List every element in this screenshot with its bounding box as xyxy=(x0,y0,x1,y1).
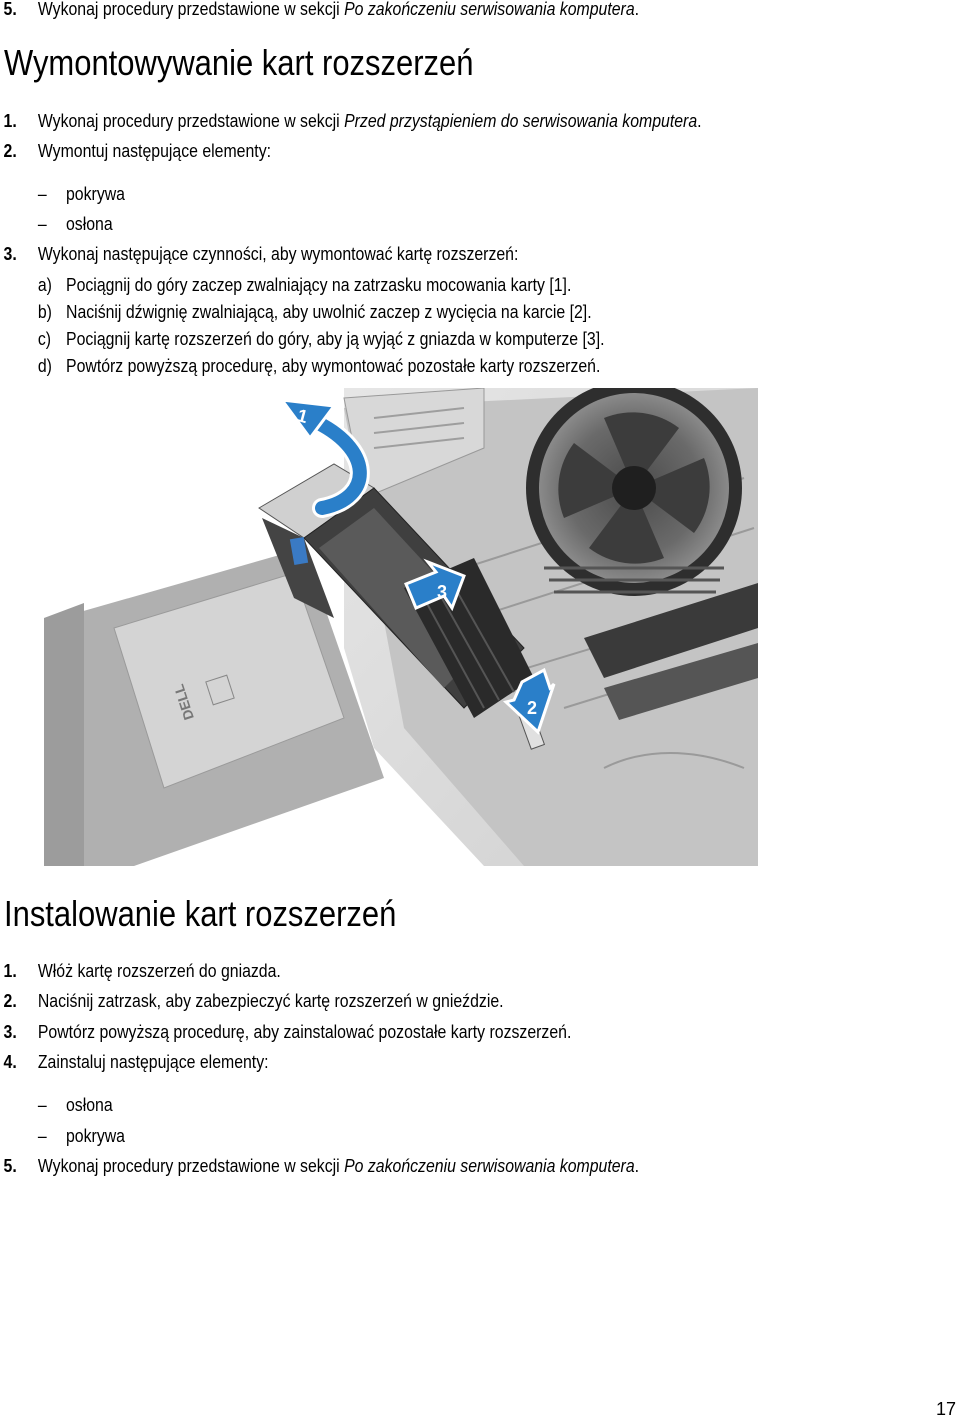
list-item-text: pokrywa xyxy=(66,1126,125,1146)
substep-letter: d) xyxy=(37,356,52,376)
step-number: 5. xyxy=(3,1156,17,1176)
section-heading-removal: Wymontowywanie kart rozszerzeń xyxy=(4,42,474,83)
brand-label: DELL xyxy=(170,682,197,723)
step-number: 1. xyxy=(3,961,17,981)
step-number: 2. xyxy=(3,141,17,161)
step-number: 3. xyxy=(3,244,17,264)
dash-bullet: – xyxy=(37,1126,47,1146)
list-item-text: osłona xyxy=(66,1095,113,1115)
substep-text: Naciśnij dźwignię zwalniającą, aby uwolnić zaczep z wycięcia na karcie [2]. xyxy=(66,302,592,322)
callout-label: 2 xyxy=(526,698,538,718)
dash-bullet: – xyxy=(37,214,47,234)
step-text: Powtórz powyższą procedurę, aby zainstalować pozostałe karty rozszerzeń. xyxy=(37,1022,572,1042)
section-reference: Po zakończeniu serwisowania komputera xyxy=(344,1156,635,1176)
callout-label: 1 xyxy=(295,405,310,428)
substep-letter: a) xyxy=(37,275,52,295)
section-heading-install: Instalowanie kart rozszerzeń xyxy=(4,893,397,934)
substep-text: Pociągnij kartę rozszerzeń do góry, aby ją wyjąć z gniazda w komputerze [3]. xyxy=(66,329,605,349)
step-text: Zainstaluj następujące elementy: xyxy=(37,1052,269,1072)
dash-bullet: – xyxy=(37,184,47,204)
step-text: Wykonaj procedury przedstawione w sekcji Po zakończeniu serwisowania komputera. xyxy=(37,1156,640,1176)
step-text: Włóż kartę rozszerzeń do gniazda. xyxy=(37,961,281,981)
substep-letter: c) xyxy=(37,329,52,349)
substep-text: Pociągnij do góry zaczep zwalniający na zatrzasku mocowania karty [1]. xyxy=(66,275,572,295)
step-text: Wykonaj procedury przedstawione w sekcji Po zakończeniu serwisowania komputera. xyxy=(37,0,640,19)
section-reference: Po zakończeniu serwisowania komputera xyxy=(344,0,635,19)
expansion-card-removal-figure xyxy=(44,388,758,866)
page-number: 17 xyxy=(935,1399,956,1419)
step-number: 2. xyxy=(3,991,17,1011)
callout-label: 3 xyxy=(436,582,448,602)
section-reference: Przed przystąpieniem do serwisowania komputera xyxy=(344,111,698,131)
step-text: Naciśnij zatrzask, aby zabezpieczyć kartę rozszerzeń w gnieździe. xyxy=(37,991,504,1011)
list-item-text: osłona xyxy=(66,214,113,234)
step-number: 4. xyxy=(3,1052,17,1072)
list-item-text: pokrywa xyxy=(66,184,125,204)
substep-text: Powtórz powyższą procedurę, aby wymontować pozostałe karty rozszerzeń. xyxy=(66,356,601,376)
step-text: Wymontuj następujące elementy: xyxy=(37,141,272,161)
substep-letter: b) xyxy=(37,302,52,322)
step-text: Wykonaj procedury przedstawione w sekcji Przed przystąpieniem do serwisowania komputera. xyxy=(37,111,702,131)
step-number: 5. xyxy=(3,0,17,19)
step-number: 3. xyxy=(3,1022,17,1042)
dash-bullet: – xyxy=(37,1095,47,1115)
step-number: 1. xyxy=(3,111,17,131)
step-text: Wykonaj następujące czynności, aby wymontować kartę rozszerzeń: xyxy=(37,244,519,264)
